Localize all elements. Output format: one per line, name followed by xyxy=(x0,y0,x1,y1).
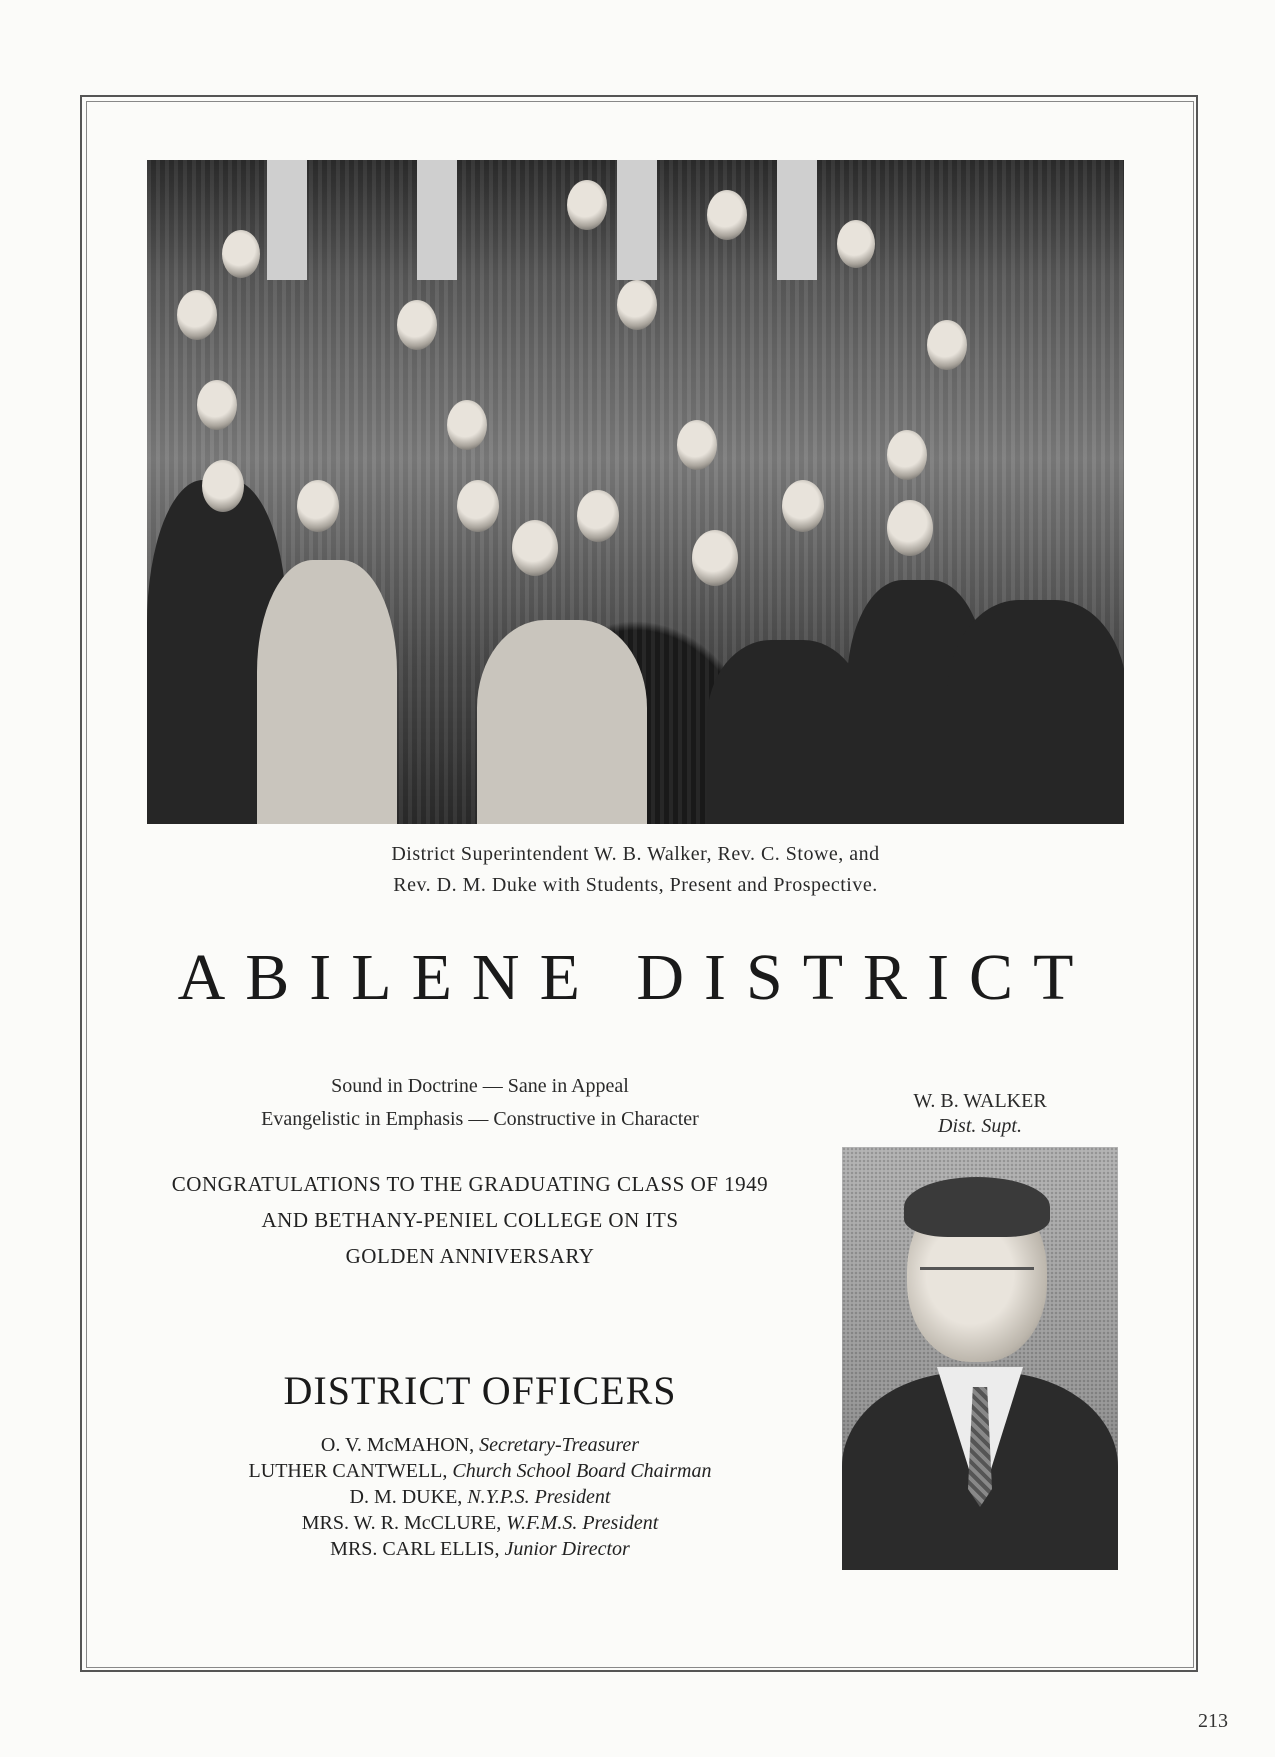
photo-face xyxy=(222,230,260,278)
photo-pillar xyxy=(417,160,457,280)
photo-face xyxy=(297,480,339,532)
photo-face xyxy=(197,380,237,430)
officer-item xyxy=(180,1458,780,1484)
officer-item xyxy=(180,1510,780,1536)
officer-item xyxy=(180,1432,780,1458)
officer-name: D. M. DUKE, xyxy=(349,1486,463,1508)
congratulations-line-2: AND BETHANY-PENIEL COLLEGE ON ITS xyxy=(261,1208,679,1232)
officer-role: Church School Board Chairman xyxy=(452,1460,712,1482)
photo-face xyxy=(927,320,967,370)
photo-figure xyxy=(947,600,1124,824)
photo-face xyxy=(567,180,607,230)
officer-name: LUTHER CANTWELL, xyxy=(248,1460,448,1482)
officers-heading: DISTRICT OFFICERS xyxy=(283,1368,677,1413)
portrait-glasses xyxy=(920,1267,1034,1290)
photo-face xyxy=(677,420,717,470)
group-photo xyxy=(147,160,1124,824)
photo-face xyxy=(447,400,487,450)
congratulations-line-1: CONGRATULATIONS TO THE GRADUATING CLASS OF 1949 xyxy=(171,1172,769,1196)
photo-figure xyxy=(707,640,867,824)
portrait-hair xyxy=(904,1177,1050,1237)
officer-name: O. V. McMAHON, xyxy=(320,1434,475,1456)
officer-role: W.F.M.S. President xyxy=(506,1512,659,1534)
photo-face xyxy=(692,530,738,586)
photo-face xyxy=(202,460,244,512)
page-title: ABILENE DISTRICT xyxy=(177,941,1094,1014)
officer-name: MRS. W. R. McCLURE, xyxy=(301,1512,502,1534)
photo-caption-line-2: Rev. D. M. Duke with Students, Present and Prospective. xyxy=(393,874,878,896)
officer-item xyxy=(180,1484,780,1510)
photo-face xyxy=(457,480,499,532)
photo-figure xyxy=(257,560,397,824)
photo-face xyxy=(887,430,927,480)
photo-face xyxy=(512,520,558,576)
superintendent-title: Dist. Supt. xyxy=(938,1115,1022,1137)
photo-pillar xyxy=(617,160,657,280)
motto-line-2: Evangelistic in Emphasis — Constructive in Character xyxy=(261,1108,699,1130)
officers-list xyxy=(180,1432,780,1562)
superintendent-name: W. B. WALKER xyxy=(913,1090,1047,1112)
photo-face xyxy=(577,490,619,542)
superintendent-portrait xyxy=(842,1147,1118,1570)
page-number: 213 xyxy=(1198,1710,1228,1732)
photo-pillar xyxy=(777,160,817,280)
photo-caption-line-1: District Superintendent W. B. Walker, Rev. C. Stowe, and xyxy=(391,843,880,865)
photo-face xyxy=(397,300,437,350)
photo-face xyxy=(837,220,875,268)
photo-pillar xyxy=(267,160,307,280)
officer-role: Junior Director xyxy=(504,1538,630,1560)
officer-name: MRS. CARL ELLIS, xyxy=(330,1538,500,1560)
photo-face xyxy=(887,500,933,556)
photo-face xyxy=(782,480,824,532)
officer-role: Secretary-Treasurer xyxy=(479,1434,640,1456)
photo-face xyxy=(707,190,747,240)
congratulations-line-3: GOLDEN ANNIVERSARY xyxy=(345,1244,595,1268)
photo-figure xyxy=(477,620,647,824)
officer-role: N.Y.P.S. President xyxy=(467,1486,611,1508)
photo-face xyxy=(617,280,657,330)
officer-item xyxy=(180,1536,780,1562)
photo-face xyxy=(177,290,217,340)
motto-line-1: Sound in Doctrine — Sane in Appeal xyxy=(331,1075,629,1097)
